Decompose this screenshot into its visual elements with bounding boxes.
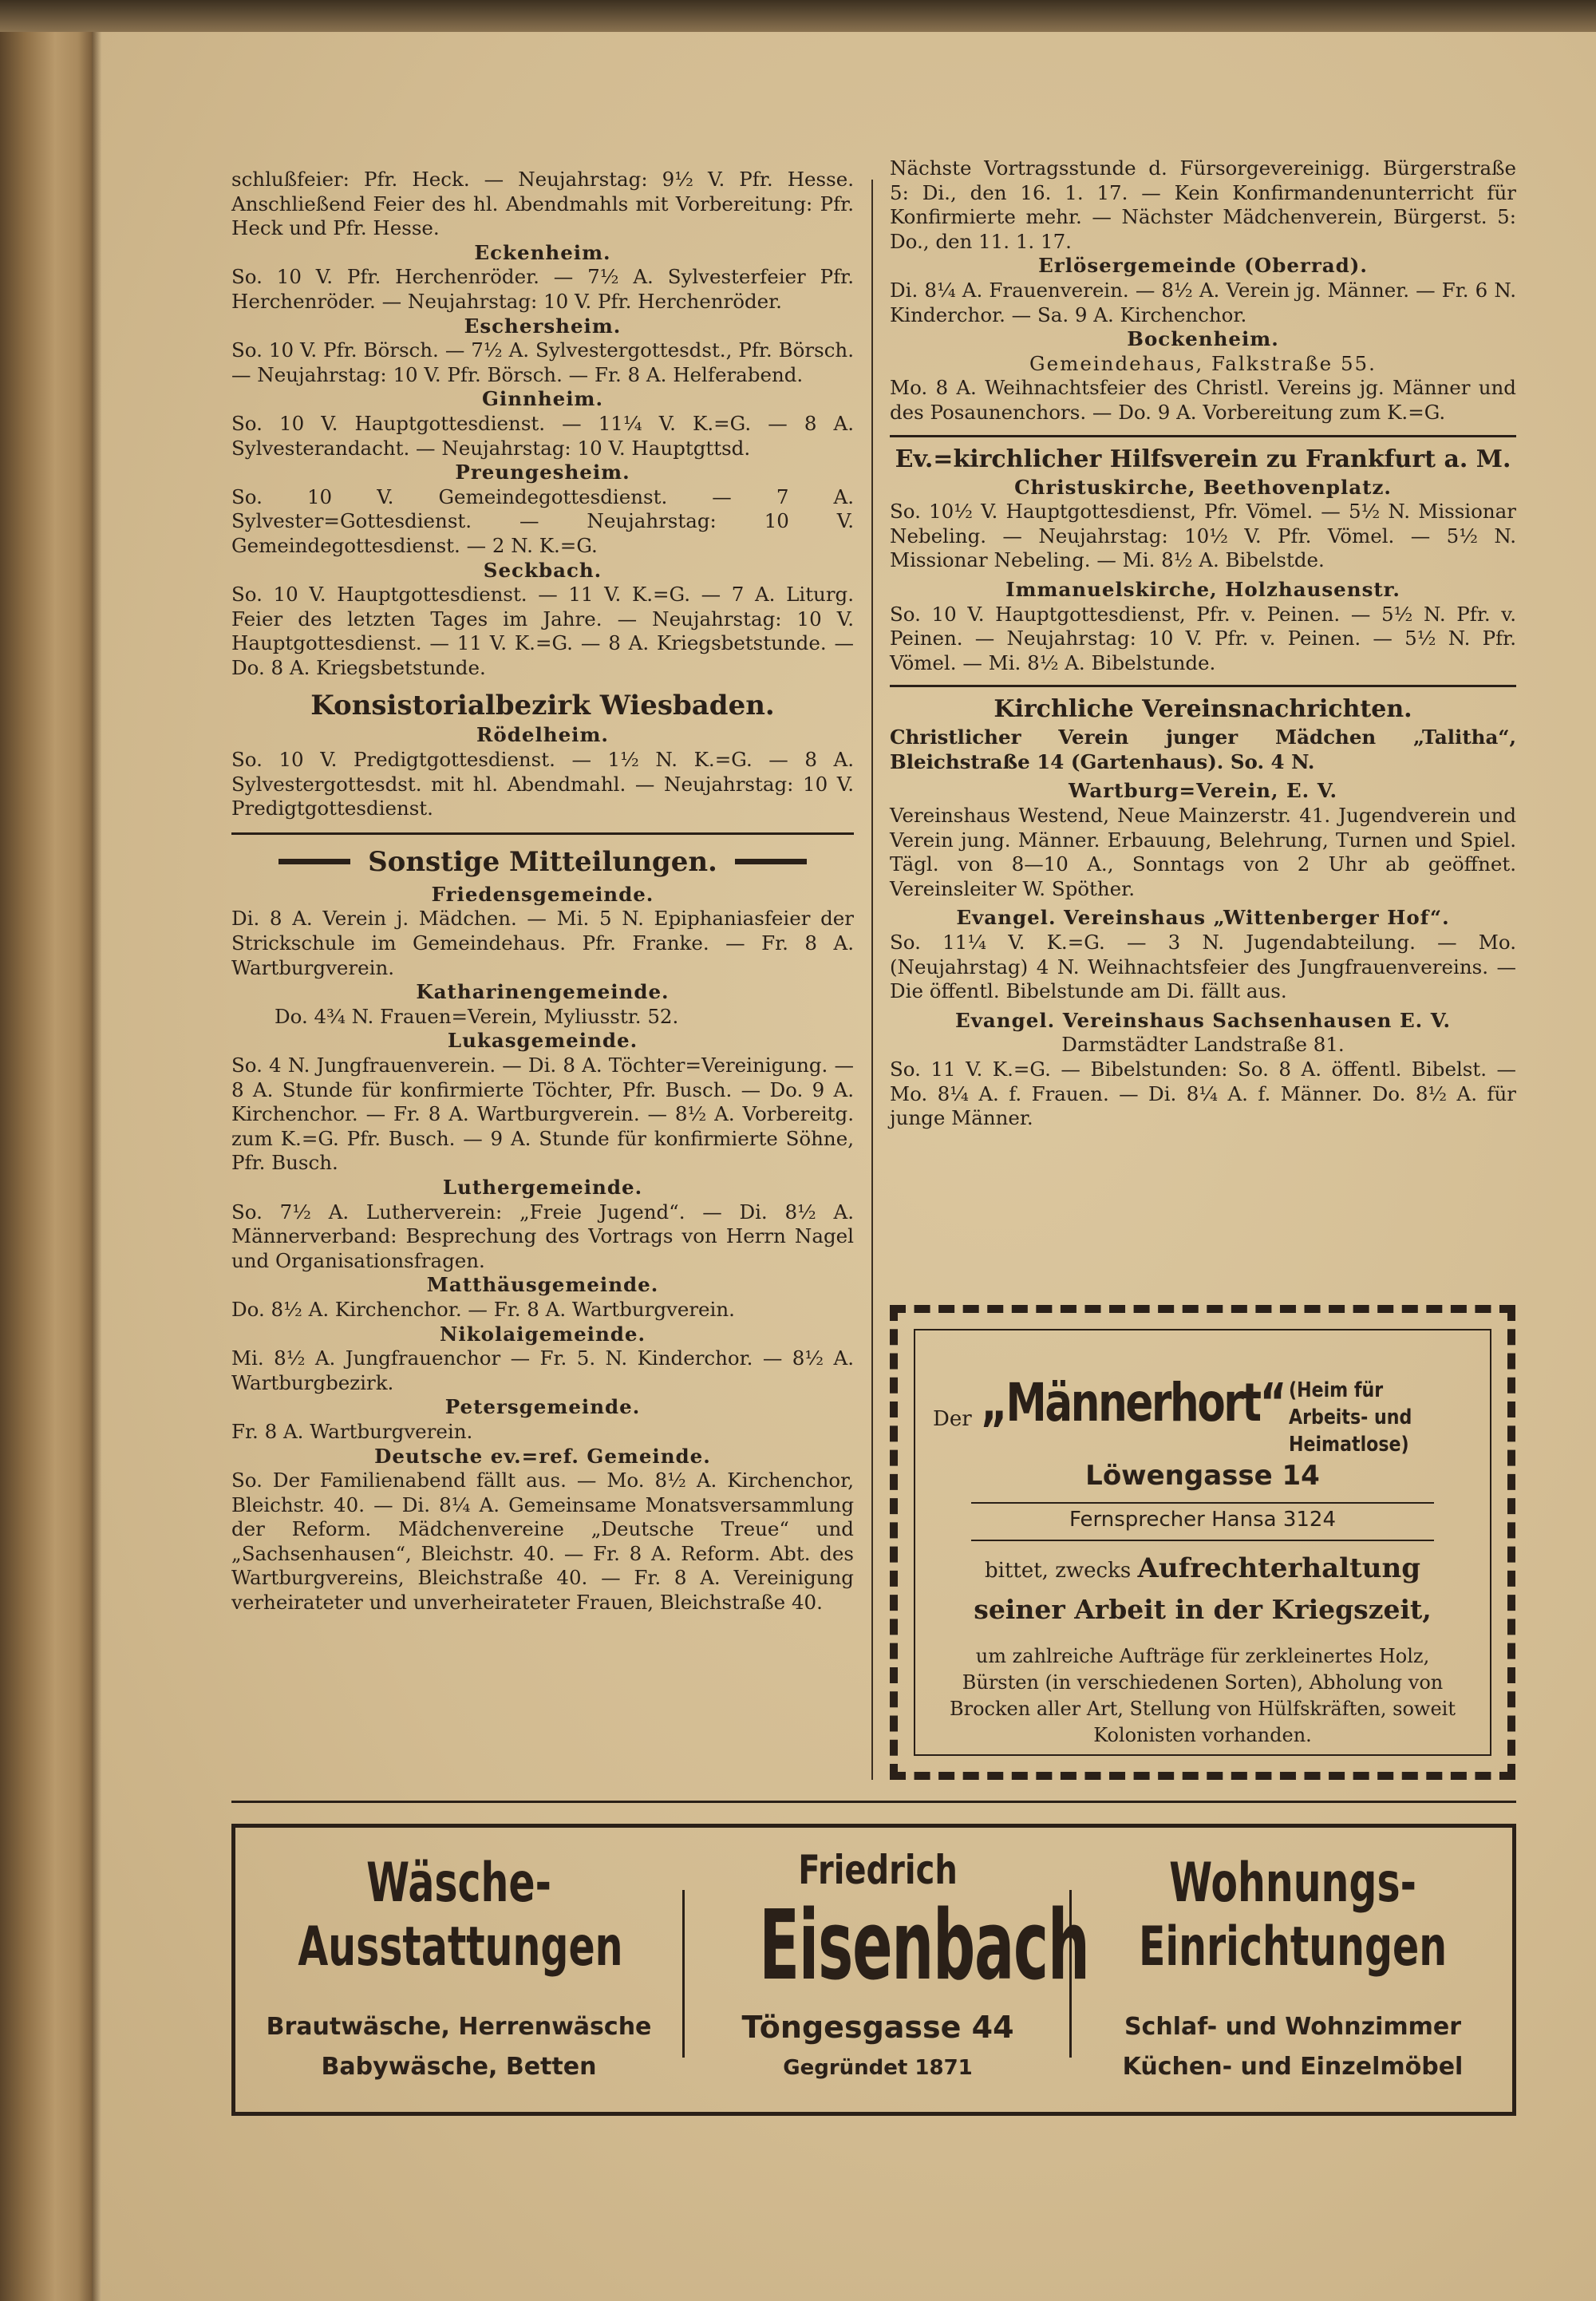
section-heading: Petersgemeinde.	[444, 1395, 641, 1419]
horizontal-rule	[890, 685, 1516, 687]
ad-headline	[915, 1367, 1490, 1455]
horizontal-rule	[231, 1801, 1516, 1803]
paragraph: Fr. 8 A. Wartburgverein.	[231, 1419, 473, 1443]
section-heading: Evangel. Vereinshaus Sachsenhausen E. V.	[955, 1008, 1451, 1032]
paragraph: So. 10 V. Gemeindegottesdienst. — 7 A. Sylvester=Gottesdienst. — Neujahrstag: 10 V. Gemeindegottesdienst. — 2 N. K.=G.	[231, 484, 854, 557]
sonstige-banner	[231, 846, 854, 878]
section-heading: Seckbach.	[483, 558, 602, 582]
spine-edge	[92, 0, 101, 2301]
paragraph: Do. 8½ A. Kirchenchor. — Fr. 8 A. Wartburgverein.	[231, 1297, 735, 1321]
paragraph: So. 10 V. Hauptgottesdienst. — 11¼ V. K.=G. — 8 A. Sylvesterandacht. — Neujahrstag: 10 V. Hauptgttsd.	[231, 411, 854, 460]
ad-separator	[682, 1890, 685, 2058]
paragraph: Do. 4¾ N. Frauen=Verein, Myliusstr. 52.	[275, 1004, 679, 1028]
section-heading: Evangel. Vereinshaus „Wittenberger Hof“.	[956, 906, 1450, 930]
section-heading: Friedensgemeinde.	[431, 882, 654, 906]
section-heading: Eschersheim.	[464, 314, 622, 338]
ad-body: um zahlreiche Aufträge für zerkleinertes Holz, Bürsten (in verschiedenen Sorten), Abholung von Brocken aller Art, Stellung von Hülfskräften, soweit Kolonisten vorhanden.	[949, 1645, 1456, 1746]
paragraph: Mi. 8½ A. Jungfrauenchor — Fr. 5. N. Kinderchor. — 8½ A. Wartburgbezirk.	[231, 1346, 854, 1394]
section-heading: Ginnheim.	[481, 387, 604, 411]
paragraph: So. 10 V. Pfr. Herchenröder. — 7½ A. Sylvesterfeier Pfr. Herchenröder. — Neujahrstag: 10 V. Pfr. Herchenröder.	[231, 265, 854, 313]
section-heading: Deutsche ev.=ref. Gemeinde.	[374, 1444, 711, 1468]
ad-center-name: Eisenbach	[759, 1891, 1089, 2002]
paragraph: So. 10 V. Hauptgottesdienst, Pfr. v. Peinen. — 5½ N. Pfr. v. Peinen. — Neujahrstag: 10 V. Pfr. v. Peinen. — 5½ N. Pfr. Vömel. — Mi. 8½ A. Bibelstunde.	[890, 602, 1516, 674]
paragraph: So. 10½ V. Hauptgottesdienst, Pfr. Vömel. — 5½ N. Missionar Nebeling. — Neujahrstag: 10½ V. Pfr. Vömel. — 5½ N. Missionar Nebeling. — Mi. 8½ A. Bibelstde.	[890, 500, 1516, 572]
ad-line2: seiner Arbeit in der Kriegszeit,	[974, 1594, 1432, 1625]
ad-center-block	[686, 1828, 1089, 2112]
paragraph: So. 10 V. Predigtgottesdienst. — 1½ N. K.=G. — 8 A. Sylvestergottesdst. mit hl. Abendmahl. — Neujahrstag: 10 V. Predigtgottesdienst.	[231, 748, 854, 820]
horizontal-rule	[231, 832, 854, 835]
ad-left-title2: Ausstattungen	[298, 1916, 623, 1979]
ad-center-founded: Gegründet 1871	[783, 2056, 973, 2080]
paragraph: Christlicher Verein junger Mädchen „Talitha“, Bleichstraße 14 (Gartenhaus). So. 4 N.	[890, 725, 1516, 773]
section-heading: Bockenheim.	[1127, 327, 1279, 351]
section-heading: Nikolaigemeinde.	[439, 1322, 646, 1346]
section-heading: Preungesheim.	[455, 461, 630, 484]
district-heading: Konsistorialbezirk Wiesbaden.	[310, 690, 775, 722]
paragraph: So. 10 V. Hauptgottesdienst. — 11 V. K.=G. — 7 A. Liturg. Feier des letzten Tages im Jahre. — Neujahrstag: 10 V. Hauptgottesdienst. — 11 V. K.=G. — 8 A. Kriegsbetstunde. — Do. 8 A. Kriegsbetstunde.	[231, 583, 854, 679]
ad-maennerhort-name: „Männerhort“	[981, 1372, 1286, 1433]
section-heading: Lukasgemeinde.	[447, 1029, 638, 1053]
paragraph: Vereinshaus Westend, Neue Mainzerstr. 41. Jugendverein und Verein jung. Männer. Erbauung, Belehrung, Turnen und Spiel. Tägl. von 8—10 A., Sonntags von 2 Uhr ab geöffnet. Vereinsleiter W. Spöther.	[890, 804, 1516, 900]
paragraph: So. 10 V. Pfr. Börsch. — 7½ A. Sylvestergottesdst., Pfr. Börsch. — Neujahrstag: 10 V. Pfr. Börsch. — Fr. 8 A. Helferabend.	[231, 338, 854, 386]
section-heading: Matthäusgemeinde.	[426, 1273, 659, 1297]
eisenbach-ad	[231, 1824, 1516, 2116]
ad-right-sub1: Schlaf- und Wohnzimmer	[1124, 2013, 1462, 2041]
paragraph: Di. 8 A. Verein j. Mädchen. — Mi. 5 N. Epiphaniasfeier der Strickschule im Gemeindehaus. Pfr. Franke. — Fr. 8 A. Wartburgverein.	[231, 907, 854, 979]
paragraph: Nächste Vortragsstunde d. Fürsorgevereinigg. Bürgerstraße 5: Di., den 16. 1. 17. — Kein Konfirmandenunterricht für Konfirmierte mehr. — Nächster Mädchenverein, Bürgerst. 5: Do., den 11. 1. 17.	[890, 156, 1516, 253]
ad-paren: (Heim für Arbeits- und Heimatlose)	[1289, 1378, 1412, 1457]
banner-bar	[735, 859, 807, 864]
banner-bar	[279, 859, 350, 864]
ad-right-title1: Wohnungs-	[1169, 1852, 1416, 1915]
paragraph: So. 11¼ V. K.=G. — 3 N. Jugendabteilung. — Mo. (Neujahrstag) 4 N. Weihnachtsfeier des Jungfrauenvereins. — Die öffentl. Bibelstunde am Di. fällt aus.	[890, 931, 1516, 1003]
paragraph: Mo. 8 A. Weihnachtsfeier des Christl. Vereins jg. Männer und des Posaunenchors. — Do. 9 A. Vorbereitung zum K.=G.	[890, 376, 1516, 424]
ad-divider	[971, 1540, 1434, 1541]
maennerhort-ad	[890, 1305, 1515, 1780]
ad-center-address: Töngesgasse 44	[741, 2010, 1014, 2045]
ad-address: Löwengasse 14	[1085, 1460, 1320, 1492]
association-heading: Kirchliche Vereinsnachrichten.	[994, 695, 1412, 724]
section-heading: Christuskirche, Beethovenplatz.	[1014, 475, 1392, 499]
horizontal-rule	[890, 435, 1516, 437]
ad-phone: Fernsprecher Hansa 3124	[1069, 1508, 1336, 1532]
ad-right-block	[1073, 1828, 1512, 2112]
column-separator	[871, 180, 873, 1780]
top-shadow	[0, 0, 1596, 32]
paragraph: Di. 8¼ A. Frauenverein. — 8½ A. Verein jg. Männer. — Fr. 6 N. Kinderchor. — Sa. 9 A. Kirchenchor.	[890, 278, 1516, 326]
paragraph: So. 7½ A. Lutherverein: „Freie Jugend“. — Di. 8½ A. Männerverband: Besprechung des Vortrags von Herrn Nagel und Organisationsfragen.	[231, 1200, 854, 1272]
ad-left-title1: Wäsche-	[366, 1852, 551, 1915]
section-heading: Luthergemeinde.	[442, 1175, 643, 1199]
section-heading: Eckenheim.	[474, 240, 611, 264]
section-heading: Rödelheim.	[476, 723, 609, 747]
association-heading: Ev.=kirchlicher Hilfsverein zu Frankfurt a. M.	[895, 445, 1511, 473]
right-column	[890, 156, 1516, 1131]
banner-title: Sonstige Mitteilungen.	[368, 845, 717, 878]
ad-inner-border	[914, 1329, 1491, 1756]
ad-line1b: Aufrechterhaltung	[1137, 1552, 1420, 1584]
section-heading: Erlösergemeinde (Oberrad).	[1038, 254, 1368, 278]
paragraph: So. Der Familienabend fällt aus. — Mo. 8½ A. Kirchenchor, Bleichstr. 40. — Di. 8¼ A. Gemeinsame Monatsversammlung der Reform. Mädchenvereine „Deutsche Treue“ und „Sachsenhausen“, Bleichstr. 40. — Fr. 8 A. Reform. Abt. des Wartburgvereins, Bleichstraße 40. — Fr. 8 A. Vereinigung verheirateter und unverheirateter Frauen, Bleichstraße 40.	[231, 1469, 854, 1615]
ad-center-first: Friedrich	[798, 1847, 958, 1893]
book-spine	[0, 0, 92, 2301]
ad-separator	[1069, 1890, 1072, 2058]
ad-der: Der	[933, 1407, 972, 1431]
ad-left-sub1: Brautwäsche, Herrenwäsche	[266, 2013, 652, 2041]
left-column	[231, 168, 854, 1615]
section-heading: Immanuelskirche, Holzhausenstr.	[1005, 577, 1400, 601]
ad-line1a: bittet, zwecks	[984, 1559, 1132, 1583]
section-heading: Katharinengemeinde.	[416, 980, 670, 1004]
paragraph: schlußfeier: Pfr. Heck. — Neujahrstag: 9½ V. Pfr. Hesse. Anschließend Feier des hl. Abendmahls mit Vorbereitung: Pfr. Heck und Pfr. Hesse.	[231, 168, 854, 240]
ad-divider	[971, 1502, 1434, 1504]
paragraph: So. 11 V. K.=G. — Bibelstunden: So. 8 A. öffentl. Bibelst. — Mo. 8¼ A. f. Frauen. — Di. 8¼ A. f. Männer. Do. 8½ A. für junge Männer.	[890, 1058, 1516, 1130]
section-subheading: Gemeindehaus, Falkstraße 55.	[1029, 351, 1377, 375]
ad-line1	[915, 1552, 1490, 1584]
section-heading: Wartburg=Verein, E. V.	[1068, 779, 1337, 803]
paragraph: So. 4 N. Jungfrauenverein. — Di. 8 A. Töchter=Vereinigung. — 8 A. Stunde für konfirmierte Töchter, Pfr. Busch. — Do. 9 A. Kirchenchor. — Fr. 8 A. Wartburgverein. — 8½ A. Vorbereitg. zum K.=G. Pfr. Busch. — 9 A. Stunde für konfirmierte Söhne, Pfr. Busch.	[231, 1054, 854, 1175]
section-subheading: Darmstädter Landstraße 81.	[1061, 1033, 1345, 1057]
ad-right-title2: Einrichtungen	[1138, 1916, 1448, 1979]
ad-right-sub2: Küchen- und Einzelmöbel	[1122, 2053, 1464, 2081]
ad-left-sub2: Babywäsche, Betten	[321, 2053, 597, 2081]
ad-left-block	[235, 1828, 682, 2112]
